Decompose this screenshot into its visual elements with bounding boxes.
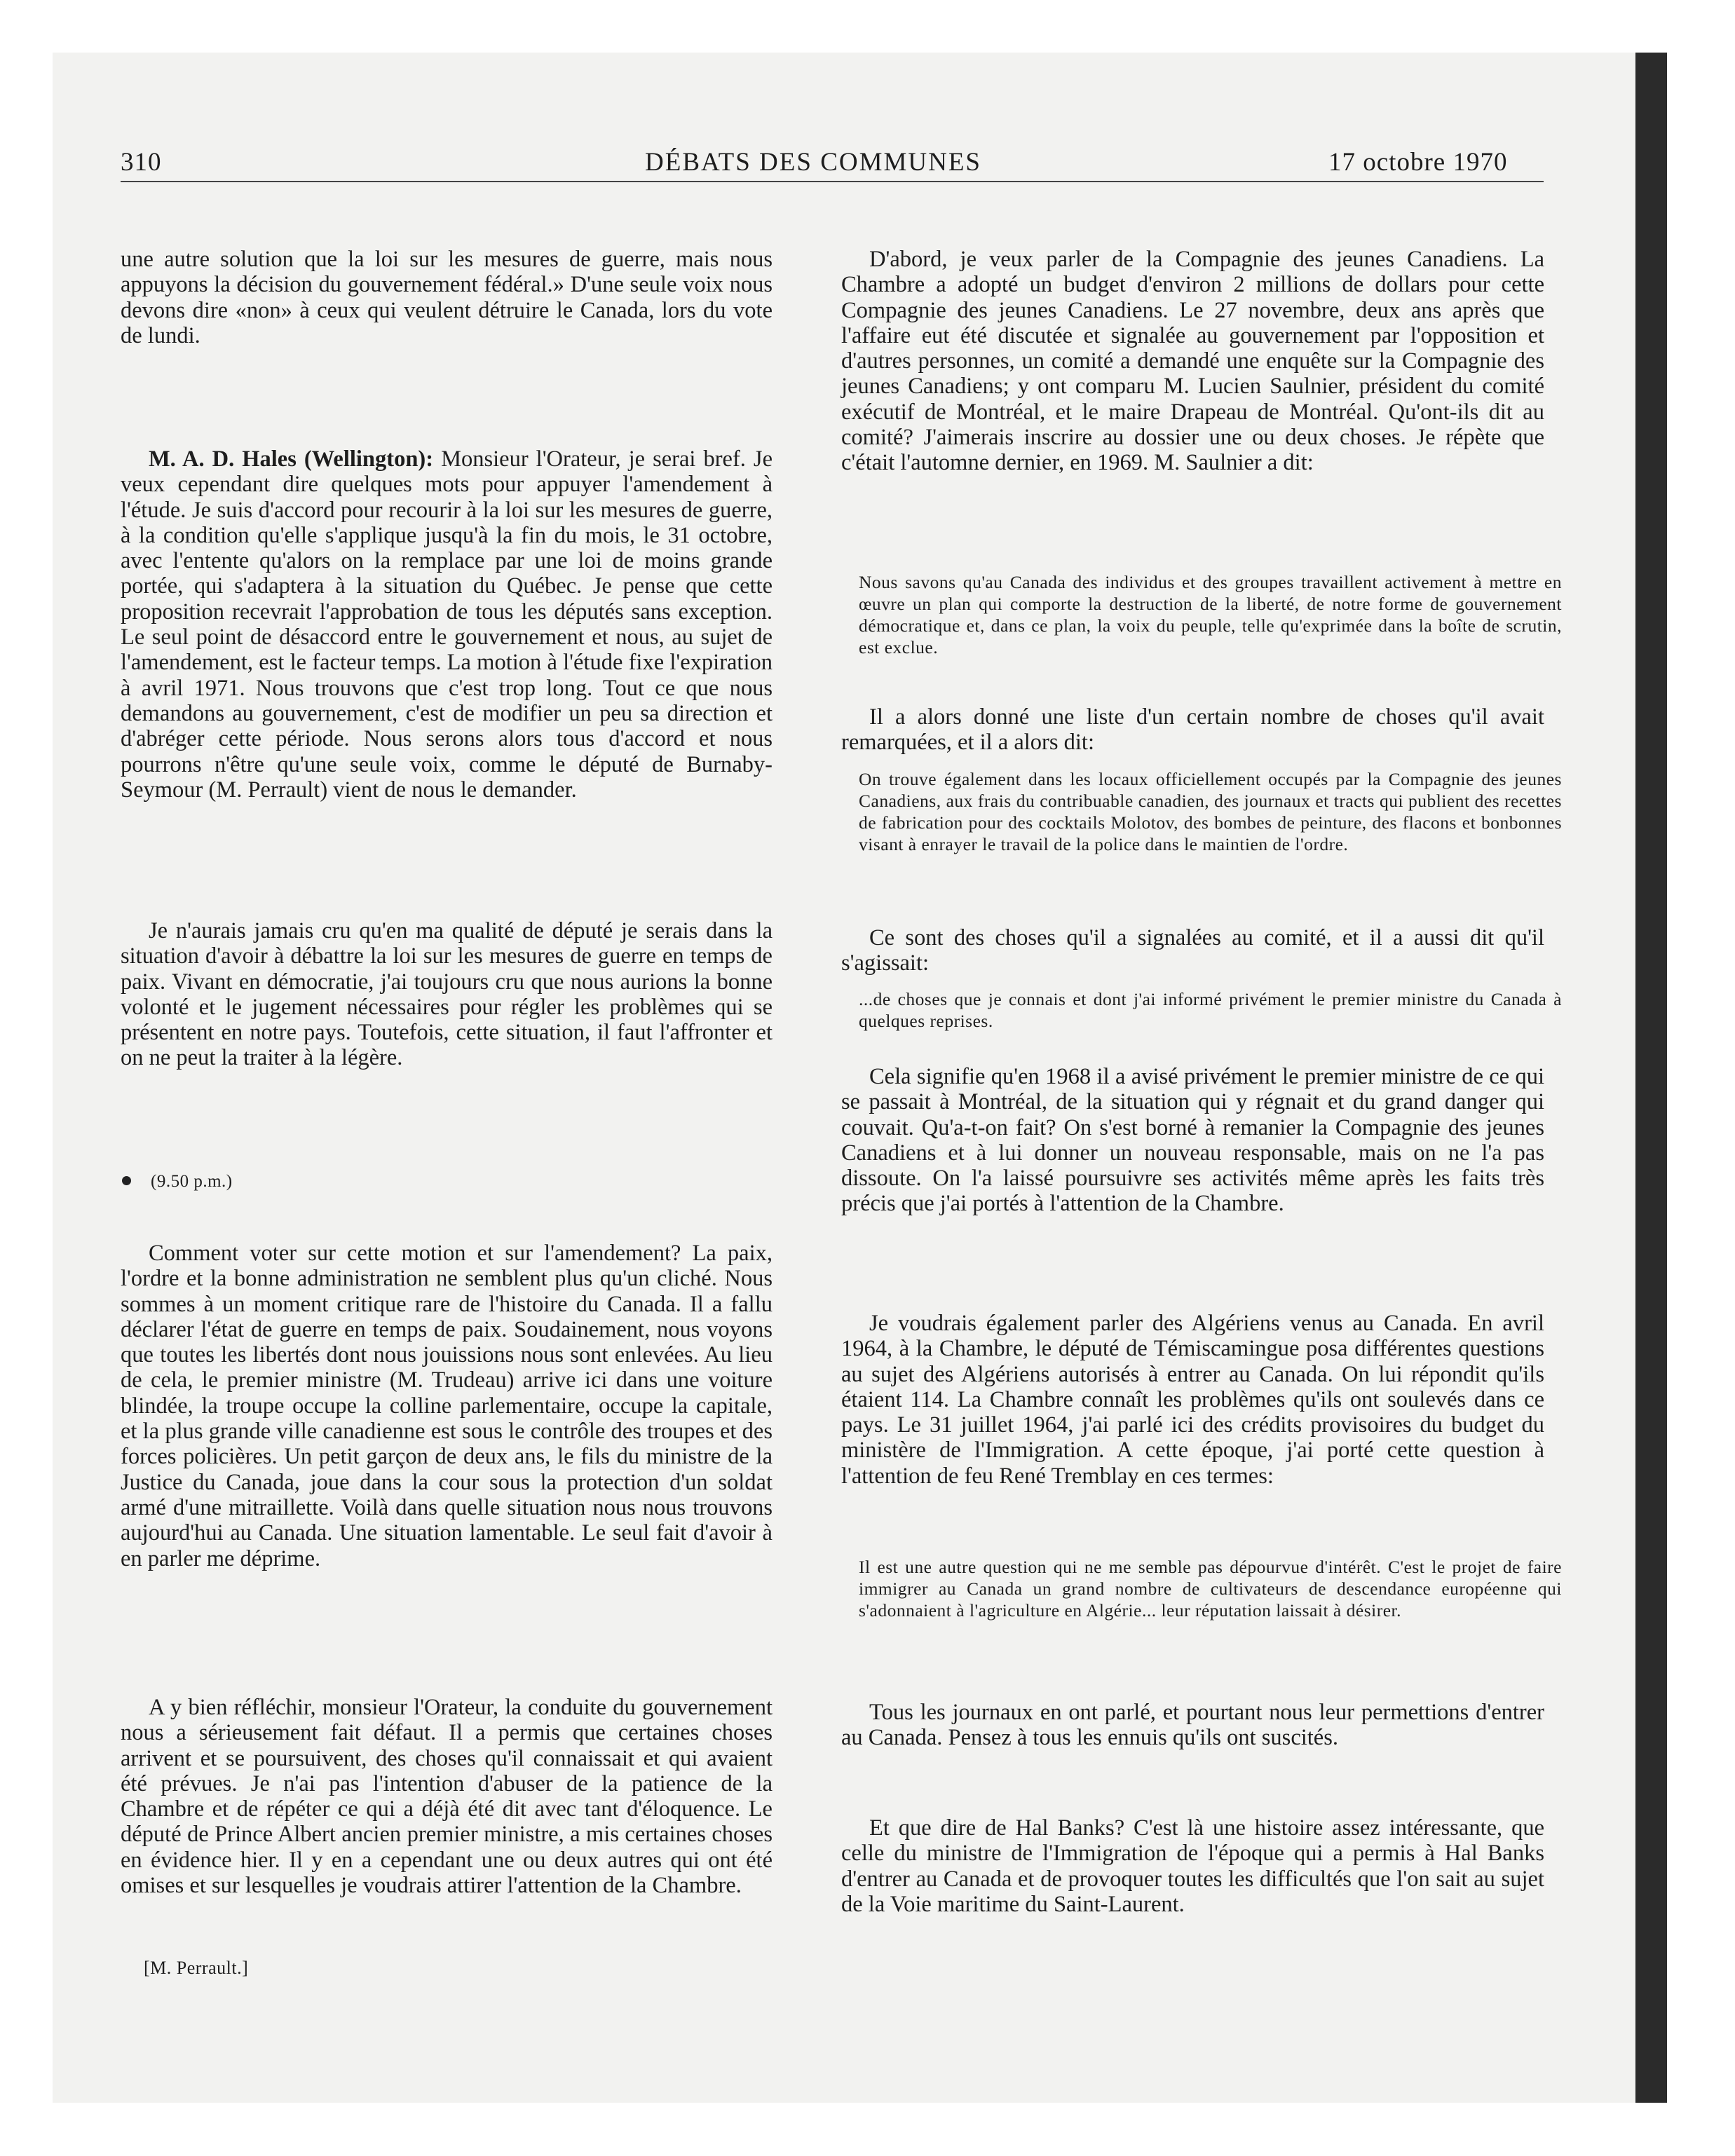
quote-4: Il est une autre question qui ne me semble pas dépourvue d'intérêt. C'est le projet de faire immigrer au Canada un grand nombre de cultivateurs de descendance européenne qui s'adonnaient à l'agriculture en Algérie... leur réputation laissait à désirer. xyxy=(859,1557,1562,1621)
left-paragraph-2 xyxy=(121,446,773,803)
right-paragraph-3: Ce sont des choses qu'il a signalées au comité, et il a aussi dit qu'il s'agissait: xyxy=(841,925,1544,976)
footer-attribution: [M. Perrault.] xyxy=(144,1958,249,1978)
time-stamp: (9.50 p.m.) xyxy=(121,1167,773,1194)
quote-1: Nous savons qu'au Canada des individus et des groupes travaillent activement à mettre en œuvre un plan qui comporte la destruction de la liberté, de notre forme de gouvernement démocratique et, dans ce plan, la voix du peuple, telle qu'exprimée dans la boîte de scrutin, est exclue. xyxy=(859,572,1562,657)
left-paragraph-3: Je n'aurais jamais cru qu'en ma qualité de député je serais dans la situation d'avoir à débattre la loi sur les mesures de guerre en temps de paix. Vivant en démocratie, j'ai toujours cru que nous aurions la bonne volonté et le jugement nécessaires pour régler les problèmes qui se présentent en notre pays. Toutefois, cette situation, il faut l'affronter et on ne peut la traiter à la légère. xyxy=(121,918,773,1071)
bullet-icon xyxy=(122,1176,131,1185)
left-paragraph-5: A y bien réfléchir, monsieur l'Orateur, la conduite du gouvernement nous a sérieusement fait défaut. Il a permis que certaines choses arrivent et se poursuivent, des choses qu'il connaissait et qui avaient été prévues. Je n'ai pas l'intention d'abuser de la patience de la Chambre et de répéter ce qui a déjà été dit avec tant d'éloquence. Le député de Prince Albert ancien premier ministre, a mis certaines choses en évidence hier. Il y en a cependant une ou deux autres qui ont été omises et sur lesquelles je voudrais attirer l'attention de la Chambre. xyxy=(121,1695,773,1899)
header-rule xyxy=(121,181,1544,182)
right-paragraph-4: Cela signifie qu'en 1968 il a avisé privément le premier ministre de ce qui se passait à Montréal, de la situation qui y régnait et du grand danger qui couvait. Qu'a-t-on fait? On s'est borné à remanier la Compagnie des jeunes Canadiens et à lui donner un nouveau responsable, mais on ne l'a pas dissoute. On l'a laissé poursuivre ses activités même après les faits très précis que j'ai portés à l'attention de la Chambre. xyxy=(841,1064,1544,1217)
left-paragraph-4: Comment voter sur cette motion et sur l'amendement? La paix, l'ordre et la bonne administration ne semblent plus qu'un cliché. Nous sommes à un moment critique rare de l'histoire du Canada. Il a fallu déclarer l'état de guerre en temps de paix. Soudainement, nous voyons que toutes les libertés dont nous jouissions nous sont enlevées. Au lieu de cela, le premier ministre (M. Trudeau) arrive ici dans une voiture blindée, la troupe occupe la colline parlementaire, occupe la capitale, et la plus grande ville canadienne est sous le contrôle des troupes et des forces policières. Un petit garçon de deux ans, le fils du ministre de la Justice du Canada, joue dans la cour sous la protection d'un soldat armé d'une mitraillette. Voilà dans quelle situation nous nous trouvons aujourd'hui au Canada. Une situation lamentable. Le seul fait d'avoir à en parler me déprime. xyxy=(121,1241,773,1571)
right-paragraph-5: Je voudrais également parler des Algériens venus au Canada. En avril 1964, à la Chambre, le député de Témiscamingue posa différentes questions au sujet des Algériens autorisés à entrer au Canada. On lui répondit qu'ils étaient 114. La Chambre connaît les problèmes qu'ils ont soulevés dans ce pays. Le 31 juillet 1964, j'ai parlé ici des crédits provisoires du budget du ministère de l'Immigration. A cette époque, j'ai porté cette question à l'attention de feu René Tremblay en ces termes: xyxy=(841,1311,1544,1489)
quote-2: On trouve également dans les locaux officiellement occupés par la Compagnie des jeunes Canadiens, aux frais du contribuable canadien, des journaux et tracts qui publient des recettes de fabrication pour des cocktails Molotov, des bombes de peinture, des flacons et bonbonnes visant à enrayer le travail de la police dans le maintien de l'ordre. xyxy=(859,769,1562,854)
page-title: DÉBATS DES COMMUNES xyxy=(645,148,982,177)
page-date: 17 octobre 1970 xyxy=(1328,148,1508,177)
right-paragraph-7: Et que dire de Hal Banks? C'est là une histoire assez intéressante, que celle du ministre de l'Immigration de l'époque qui a permis à Hal Banks d'entrer au Canada et de provoquer toutes les difficultés que l'on sait au sujet de la Voie maritime du Saint-Laurent. xyxy=(841,1815,1544,1917)
quote-3: ...de choses que je connais et dont j'ai informé privément le premier ministre du Canada à quelques reprises. xyxy=(859,989,1562,1031)
speaker-name: M. A. D. Hales (Wellington): xyxy=(149,446,434,472)
right-paragraph-1: D'abord, je veux parler de la Compagnie des jeunes Canadiens. La Chambre a adopté un budget d'environ 2 millions de dollars pour cette Compagnie des jeunes Canadiens. Le 27 novembre, deux ans après que l'affaire eut été discutée et signalée au gouvernement par l'opposition et d'autres personnes, un comité a demandé une enquête sur la Compagnie des jeunes Canadiens; y ont comparu M. Lucien Saulnier, président du comité exécutif de Montréal, et le maire Drapeau de Montréal. Qu'ont-ils dit au comité? J'aimerais inscrire au dossier une ou deux choses. Je répète que c'était l'automne dernier, en 1969. M. Saulnier a dit: xyxy=(841,247,1544,476)
speech-text: Monsieur l'Orateur, je serai bref. Je veux cependant dire quelques mots pour appuyer l'amendement à l'étude. Je suis d'accord pour recourir à la loi sur les mesures de guerre, à la condition qu'elle s'applique jusqu'à la fin du mois, le 31 octobre, avec l'entente qu'alors on la remplace par une loi de moins grande portée, qui s'adaptera à la situation du Québec. Je pense que cette proposition recevrait l'approbation de tous les députés sans exception. Le seul point de désaccord entre le gouvernement et nous, au sujet de l'amendement, est le facteur temps. La motion à l'étude fixe l'expiration à avril 1971. Nous trouvons que c'est trop long. Tout ce que nous demandons au gouvernement, c'est de modifier un peu sa direction et d'abréger cette période. Nous serons alors tous d'accord et nous pourrons n'être qu'une seule voix, comme le député de Burnaby-Seymour (M. Perrault) vient de nous le demander. xyxy=(121,446,773,803)
right-paragraph-6: Tous les journaux en ont parlé, et pourtant nous leur permettions d'entrer au Canada. Pensez à tous les ennuis qu'ils ont suscités. xyxy=(841,1700,1544,1751)
page-number: 310 xyxy=(121,148,162,177)
left-paragraph-1: une autre solution que la loi sur les mesures de guerre, mais nous appuyons la décision du gouvernement fédéral.» D'une seule voix nous devons dire «non» à ceux qui veulent détruire le Canada, lors du vote de lundi. xyxy=(121,247,773,348)
scan-edge-bar xyxy=(1635,53,1667,2103)
right-paragraph-2: Il a alors donné une liste d'un certain nombre de choses qu'il avait remarquées, et il a alors dit: xyxy=(841,704,1544,756)
